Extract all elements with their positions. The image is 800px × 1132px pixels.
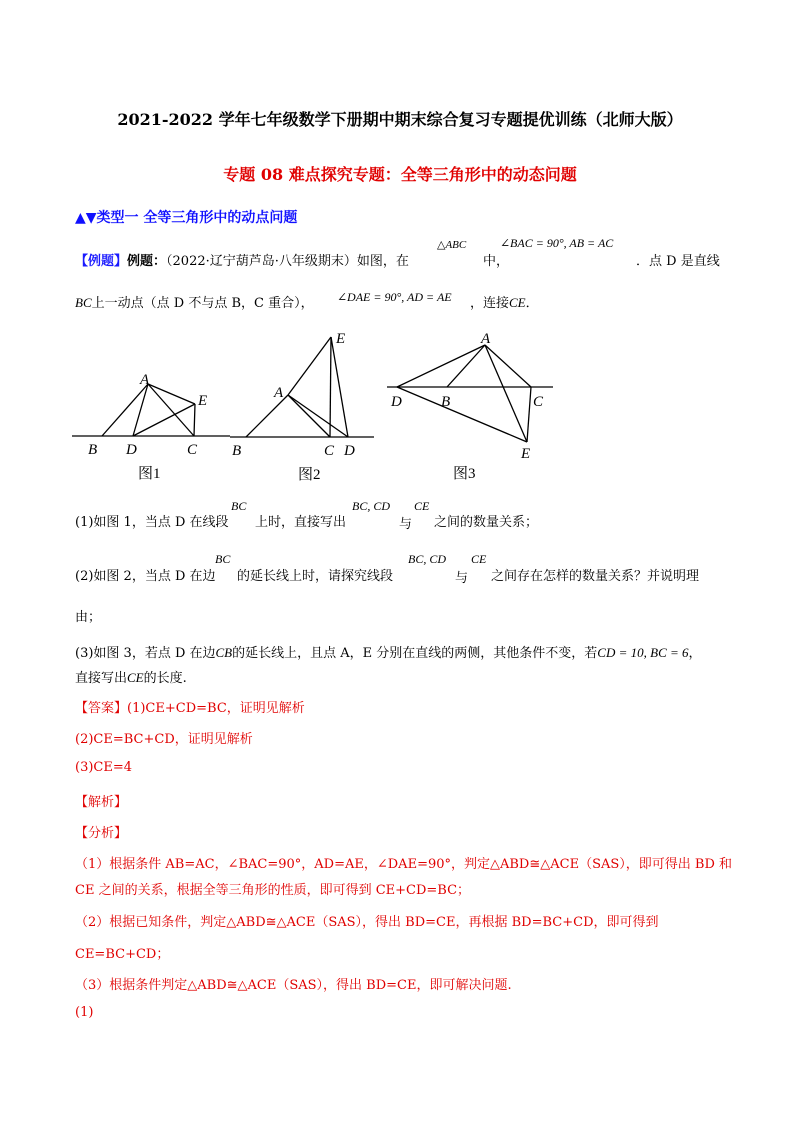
example-line-2-end (470, 292, 539, 311)
question-1-bccd: BC, CD (352, 499, 391, 513)
fig2-label-b: B (232, 443, 242, 459)
fig3-caption: 图3 (453, 466, 476, 482)
fig2-label-c: C (324, 443, 335, 459)
analysis-p2-line-1: （2）根据已知条件，判定△ABD≅△ACE（SAS），得出 BD=CE，再根据 BD=BC+CD，即可得到 (75, 915, 659, 930)
fig1-label-a: A (140, 372, 150, 388)
question-1-bc: BC (231, 499, 247, 513)
example-line-2 (75, 292, 314, 311)
question-1-a: (1)如图 1，当点 D 在线段 (75, 515, 229, 530)
question-3-text-b: 的延长线上，且点 A，E 分别在直线的两侧，其他条件不变，若 (232, 646, 598, 661)
fig1-label-b: B (88, 442, 98, 458)
fig2-label-d: D (344, 443, 355, 459)
example-line-1 (75, 250, 409, 269)
ce-symbol: CE (509, 295, 526, 310)
question-3-a (75, 642, 702, 661)
question-3-text-a: (3)如图 3，若点 D 在边 (75, 646, 216, 661)
question-2-d: 之间存在怎样的数量关系？并说明理 (491, 569, 700, 584)
question-3-text-e: 的长度. (143, 671, 187, 686)
fig3-label-c: C (533, 394, 544, 410)
question-1-d: 之间的数量关系； (434, 515, 539, 530)
condition-1: ∠BAC = 90°, AB = AC (500, 236, 614, 250)
question-1-ce: CE (414, 499, 430, 513)
question-2-c: 与 (455, 571, 469, 586)
fig3-label-b: B (441, 394, 451, 410)
question-3-cb: CB (215, 645, 233, 660)
question-3-values: CD = 10, BC = 6 (597, 645, 689, 660)
fig1-label-c: C (187, 442, 198, 458)
fig2-label-e: E (336, 331, 346, 347)
question-2-e: 由； (75, 610, 102, 625)
question-3-line-2 (75, 667, 187, 686)
example-tag: 【例题】 (75, 254, 128, 269)
fig3-label-e: E (521, 446, 531, 462)
fig2-caption: 图2 (298, 467, 321, 483)
analysis-p3: （3）根据条件判定△ABD≅△ACE（SAS），得出 BD=CE，即可解决问题. (75, 978, 512, 993)
bc-symbol: BC (75, 295, 92, 310)
answer-line-1 (75, 697, 305, 716)
question-2-a: (2)如图 2，当点 D 在边 (75, 569, 216, 584)
answer-3: (3)CE=4 (75, 760, 133, 775)
fig2-label-a: A (274, 385, 284, 401)
fig3-label-a: A (481, 331, 491, 347)
analysis-p2-line-2: CE=BC+CD； (75, 947, 170, 962)
example-mid: 中， (483, 254, 510, 269)
analysis-p1-line-1: （1）根据条件 AB=AC，∠BAC=90°，AD=AE，∠DAE=90°，判定△ABD≅△ACE（SAS），即可得出 BD 和 (75, 857, 733, 872)
answer-tag: 【答案】 (75, 701, 128, 716)
figure-3 (385, 328, 560, 487)
question-3-text-d: 直接写出 (75, 671, 128, 686)
period: ． (525, 296, 539, 311)
answer-1: (1)CE+CD=BC，证明见解析 (127, 701, 305, 716)
fig3-label-d: D (391, 394, 402, 410)
condition-1-tail: ．点 D 是直线 (636, 254, 720, 269)
question-1-b: 上时，直接写出 (255, 515, 347, 530)
answer-2: (2)CE=BC+CD，证明见解析 (75, 732, 253, 747)
example-label: 例题： (127, 254, 167, 269)
question-2-bccd: BC, CD (408, 552, 447, 566)
analysis-p1-line-2: CE 之间的关系，根据全等三角形的性质，即可得到 CE+CD=BC； (75, 883, 471, 898)
solution-tag: 【解析】 (75, 795, 128, 810)
document-title: 2021-2022 学年七年级数学下册期中期末综合复习专题提优训练（北师大版） (117, 110, 683, 129)
fig1-label-e: E (198, 393, 208, 409)
question-2-b: 的延长线上时，请探究线段 (237, 569, 394, 584)
figure-1 (70, 360, 235, 489)
condition-2: ∠DAE = 90°, AD = AE (337, 290, 452, 304)
question-3-ce: CE (127, 670, 144, 685)
fig1-label-d: D (126, 442, 137, 458)
question-2-ce: CE (471, 552, 487, 566)
analysis-tag: 【分析】 (75, 826, 128, 841)
topic-subtitle: 专题 08 难点探究专题：全等三角形中的动态问题 (223, 165, 577, 184)
connect-text: ，连接 (470, 296, 510, 311)
question-2-bc: BC (215, 552, 231, 566)
figure-2 (228, 325, 378, 489)
triangle-abc-label: △ABC (437, 239, 467, 251)
section-heading: ▲▼类型一 全等三角形中的动点问题 (75, 210, 298, 226)
example-source: （2022·辽宁葫芦岛·八年级期末）如图，在 (166, 254, 409, 269)
analysis-p4: (1) (75, 1005, 94, 1020)
example-line-2-text: 上一动点（点 D 不与点 B，C 重合）， (91, 296, 314, 311)
question-1-c: 与 (399, 517, 413, 532)
question-3-text-c: ， (688, 646, 702, 661)
fig1-caption: 图1 (138, 466, 161, 482)
